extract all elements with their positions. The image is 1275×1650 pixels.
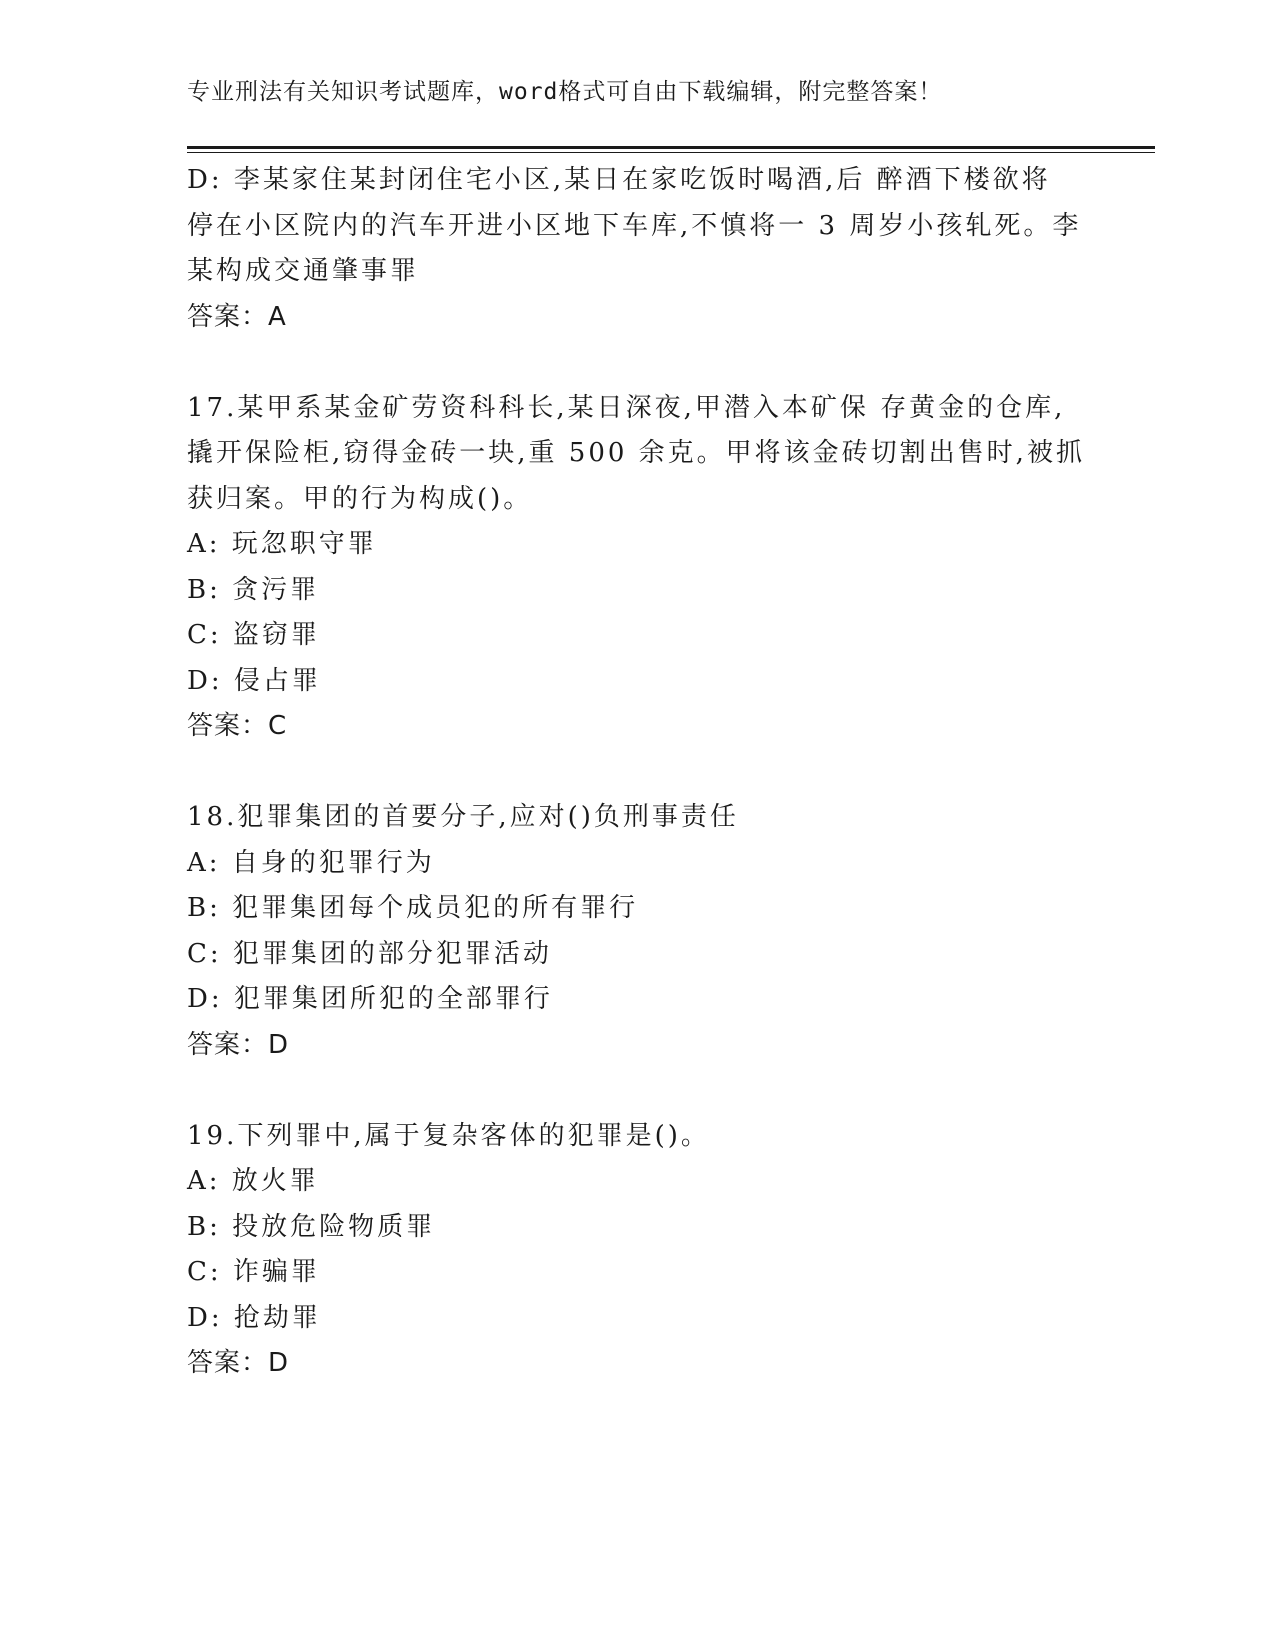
document-body bbox=[187, 158, 1087, 1387]
spacer bbox=[187, 750, 1087, 796]
answer-line: 答案：C bbox=[187, 711, 288, 741]
option-b: B: 投放危险物质罪 bbox=[187, 1211, 436, 1242]
option-d: D: 侵占罪 bbox=[187, 665, 321, 696]
question-stem-line: 获归案。甲的行为构成()。 bbox=[187, 483, 533, 514]
option-d-line: 停在小区院内的汽车开进小区地下车库,不慎将一 3 周岁小孩轧死。李 bbox=[187, 210, 1082, 241]
option-b: B: 犯罪集团每个成员犯的所有罪行 bbox=[187, 893, 639, 923]
spacer bbox=[187, 1068, 1087, 1114]
answer-line: 答案：D bbox=[187, 1029, 290, 1060]
answer-line: 答案：A bbox=[187, 301, 287, 332]
option-b: B: 贪污罪 bbox=[187, 574, 320, 605]
page-header: 专业刑法有关知识考试题库，word格式可自由下载编辑，附完整答案！ bbox=[187, 79, 943, 105]
answer-line: 答案：D bbox=[187, 1348, 290, 1378]
question-stem-line: 17.某甲系某金矿劳资科科长,某日深夜,甲潜入本矿保 存黄金的仓库, bbox=[187, 392, 1066, 423]
question-19 bbox=[187, 1114, 1087, 1387]
option-d-line: 某构成交通肇事罪 bbox=[187, 256, 420, 286]
question-stem: 19.下列罪中,属于复杂客体的犯罪是()。 bbox=[187, 1120, 710, 1151]
header-rule-thick bbox=[187, 146, 1155, 149]
option-c: C: 盗窃罪 bbox=[187, 620, 320, 650]
option-a: A: 放火罪 bbox=[187, 1166, 319, 1196]
option-a: A: 玩忽职守罪 bbox=[187, 529, 377, 559]
question-stem: 18.犯罪集团的首要分子,应对()负刑事责任 bbox=[187, 802, 739, 832]
option-d: D: 抢劫罪 bbox=[187, 1302, 321, 1333]
question-18 bbox=[187, 795, 1087, 1068]
question-stem-line: 撬开保险柜,窃得金砖一块,重 500 余克。甲将该金砖切割出售时,被抓 bbox=[187, 438, 1085, 468]
question-17 bbox=[187, 386, 1087, 750]
option-c: C: 犯罪集团的部分犯罪活动 bbox=[187, 938, 552, 969]
option-a: A: 自身的犯罪行为 bbox=[187, 847, 435, 878]
option-d: D: 犯罪集团所犯的全部罪行 bbox=[187, 984, 553, 1014]
header-rule-thin bbox=[187, 152, 1155, 153]
spacer bbox=[187, 340, 1087, 386]
prev-question bbox=[187, 158, 1087, 340]
option-d-line: D: 李某家住某封闭住宅小区,某日在家吃饭时喝酒,后 醉酒下楼欲将 bbox=[187, 165, 1051, 195]
option-c: C: 诈骗罪 bbox=[187, 1257, 320, 1287]
